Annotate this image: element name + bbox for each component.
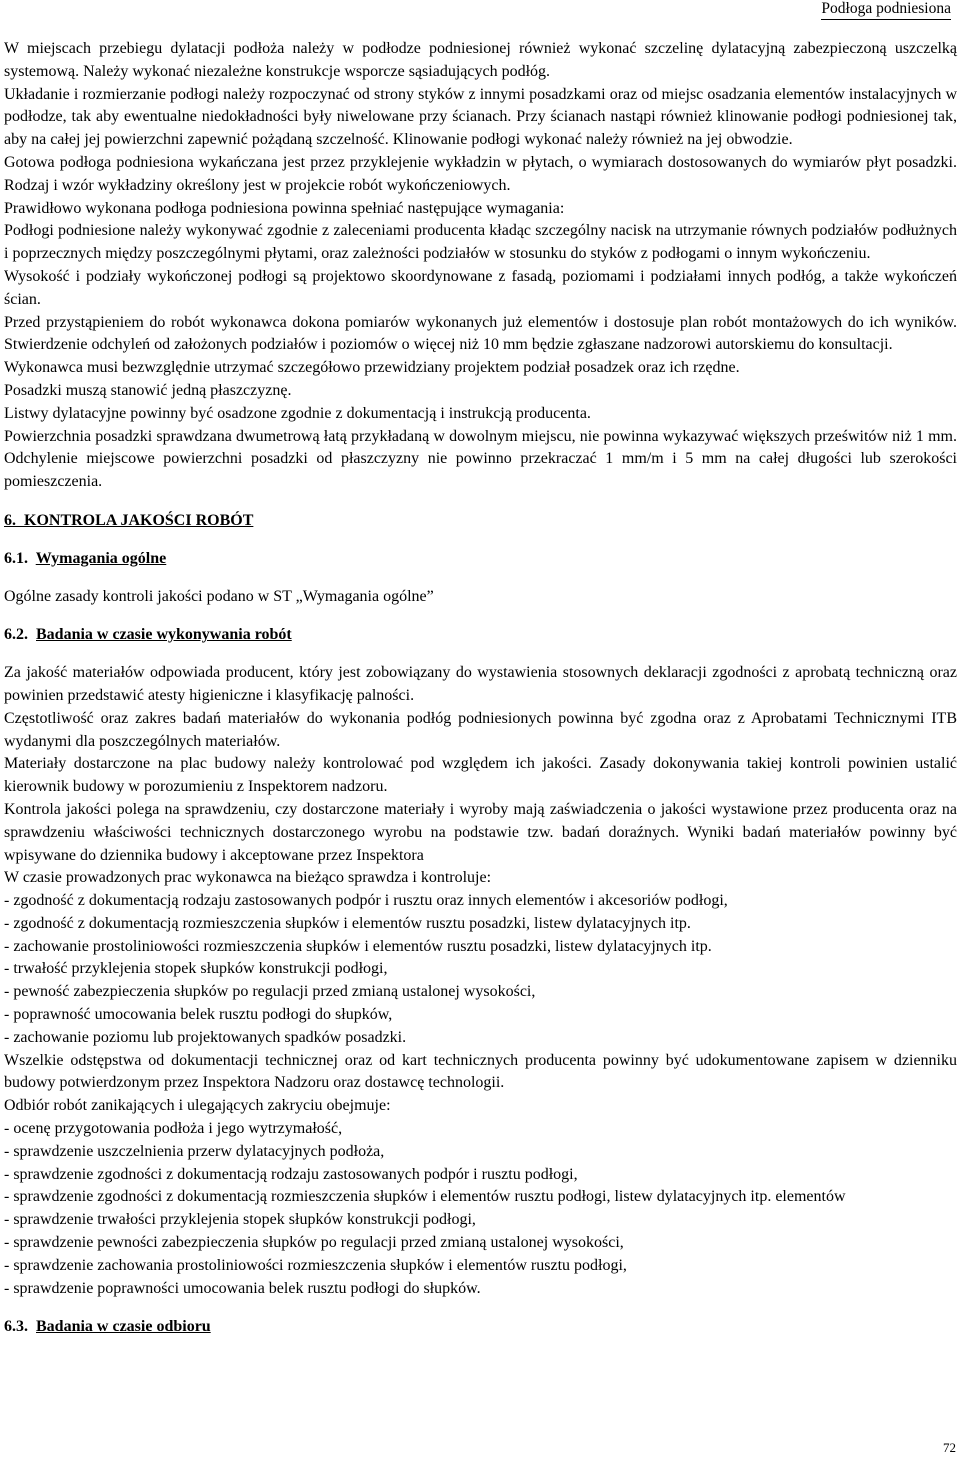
- list-item: - sprawdzenie zachowania prostoliniowości rozmieszczenia słupków i elementów rusztu podłogi,: [4, 1256, 627, 1274]
- section-6-1-title: Wymagania ogólne: [35, 549, 167, 567]
- spacer: [4, 494, 957, 510]
- paragraph-laying: Układanie i rozmierzanie podłogi należy rozpoczynać od strony styków z innymi posadzkami oraz od miejsc osadzania elementów instalacyjnych w podłodze, tak aby ewentualne niedokładności były niwelowane przy ścianach. Przy ścianach nastąpi również klinowanie podłogi podniesionej tak, aby na całej jej powierzchni zapewnić pożądaną szczelność. Klinowanie podłogi wykonać należy również na jej obwodzie.: [4, 85, 957, 149]
- spacer: [4, 571, 957, 586]
- list-item: - sprawdzenie trwałości przyklejenia stopek słupków konstrukcji podłogi,: [4, 1211, 476, 1229]
- section-6-1-number: 6.1.: [4, 549, 28, 567]
- paragraph-requirements-intro: Prawidłowo wykonana podłoga podniesiona powinna spełniać następujące wymagania:: [4, 199, 565, 217]
- spacer: [4, 1300, 957, 1316]
- spacer: [4, 533, 957, 548]
- list-item: - sprawdzenie pewności zabezpieczenia słupków po regulacji przed zmianą ustalonej wysokości,: [4, 1234, 624, 1252]
- section-6-title: KONTROLA JAKOŚCI ROBÓT: [24, 511, 254, 529]
- paragraph-division: Wykonawca musi bezwzględnie utrzymać szczegółowo przewidziany projektem podział posadzek oraz ich rzędne.: [4, 359, 740, 377]
- paragraph-manufacturer: Podłogi podniesione należy wykonywać zgodnie z zaleceniami producenta kładąc szczególny nacisk na utrzymanie równych podziałów podłużnych i poprzecznych między poszczególnymi płytami, oraz zależności podziałów w stosunku do styków z podłogami o innym wykończeniu.: [4, 222, 957, 263]
- spacer: [4, 608, 957, 624]
- running-header: [821, 0, 951, 20]
- section-6-3-title: Badania w czasie odbioru: [36, 1318, 211, 1336]
- paragraph-plane: Posadzki muszą stanowić jedną płaszczyznę.: [4, 381, 292, 399]
- spacer: [4, 647, 957, 662]
- list-item: - sprawdzenie poprawności umocowania belek rusztu podłogi do słupków.: [4, 1279, 481, 1297]
- list-item: - zgodność z dokumentacją rodzaju zastosowanych podpór i rusztu oraz innych elementów i akcesoriów podłogi,: [4, 892, 728, 910]
- list-item: - zachowanie prostoliniowości rozmieszczenia słupków i elementów rusztu posadzki, listew dylatacyjnych itp.: [4, 937, 712, 955]
- section-6-2-heading: [4, 624, 957, 647]
- paragraph-height: Wysokość i podziały wykończonej podłogi są projektowo skoordynowane z fasadą, poziomami i podziałami innych podłóg, a także wykończeń ścian.: [4, 267, 957, 308]
- list-item: - zachowanie poziomu lub projektowanych spadków posadzki.: [4, 1028, 407, 1046]
- document-body: [4, 38, 957, 1339]
- paragraph-deviations: Wszelkie odstępstwa od dokumentacji technicznej oraz od kart technicznych producenta powinny być udokumentowane zapisem w dzienniku budowy potwierdzonym przez Inspektora Nadzoru oraz dostawcę technologii.: [4, 1051, 957, 1092]
- section-6-heading: [4, 510, 957, 533]
- list-item: - sprawdzenie zgodności z dokumentacją rozmieszczenia słupków i elementów rusztu podłogi, listew dylatacyjnych itp. elementów: [4, 1188, 846, 1206]
- list-item: - sprawdzenie uszczelnienia przerw dylatacyjnych podłoża,: [4, 1142, 385, 1160]
- paragraph-dilatation: W miejscach przebiegu dylatacji podłoża należy w podłodze podniesionej również wykonać szczelinę dylatacyjną zabezpieczoną uszczelką systemową. Należy wykonać niezależne konstrukcje wsporcze sąsiadujących podłóg.: [4, 40, 957, 80]
- section-6-2-title: Badania w czasie wykonywania robót: [36, 626, 292, 644]
- list-item: - sprawdzenie zgodności z dokumentacją rodzaju zastosowanych podpór i rusztu podłogi,: [4, 1165, 578, 1183]
- section-6-3-heading: [4, 1316, 957, 1339]
- list-item: - pewność zabezpieczenia słupków po regulacji przed zmianą ustalonej wysokości,: [4, 983, 536, 1001]
- running-header-title: Podłoga podniesiona: [821, 0, 951, 17]
- paragraph-checks-intro: W czasie prowadzonych prac wykonawca na bieżąco sprawdza i kontroluje:: [4, 869, 492, 887]
- paragraph-materials: Materiały dostarczone na plac budowy należy kontrolować pod względem ich jakości. Zasady dokonywania takiej kontroli powinien ustalić kierownik budowy w porozumieniu z Inspektorem nadzoru.: [4, 755, 957, 796]
- section-6-number: 6.: [4, 511, 16, 529]
- paragraph-frequency: Częstotliwość oraz zakres badań materiałów do wykonania podłóg podniesionych powinna być zgodna oraz z Aprobatami Technicznymi ITB wydanymi dla poszczególnych materiałów.: [4, 709, 957, 750]
- paragraph-acceptance-intro: Odbiór robót zanikających i ulegających zakryciu obejmuje:: [4, 1097, 391, 1115]
- paragraph-control: Kontrola jakości polega na sprawdzeniu, czy dostarczone materiały i wyroby mają zaświadczenia o jakości wystawione przez producenta oraz na sprawdzeniu właściwości technicznych dostarczonego wyrobu na podstawie tzw. badań doraźnych. Wyniki badań materiałów powinny być wpisywane do dziennika budowy i akceptowane przez Inspektora: [4, 800, 957, 864]
- section-6-1-heading: [4, 548, 957, 571]
- paragraph-finish: Gotowa podłoga podniesiona wykańczana jest przez przyklejenie wykładzin w płytach, o wymiarach dostosowanych do wymiarów płyt posadzki. Rodzaj i wzór wykładziny określony jest w projekcie robót wykończeniowych.: [4, 153, 957, 194]
- page-number: 72: [943, 1440, 956, 1455]
- paragraph-strips: Listwy dylatacyjne powinny być osadzone zgodnie z dokumentacją i instrukcją producenta.: [4, 404, 591, 422]
- section-6-3-number: 6.3.: [4, 1318, 28, 1336]
- paragraph-quality: Za jakość materiałów odpowiada producent, który jest zobowiązany do wystawienia stosownych deklaracji zgodności z aprobatą techniczną oraz powinien przedstawić atesty higieniczne i klasyfikację palności.: [4, 664, 957, 704]
- section-6-2-number: 6.2.: [4, 626, 28, 644]
- list-item: - ocenę przygotowania podłoża i jego wytrzymałość,: [4, 1120, 343, 1138]
- list-item: - zgodność z dokumentacją rozmieszczenia słupków i elementów rusztu posadzki, listew dylatacyjnych itp.: [4, 914, 691, 932]
- section-6-1-text: Ogólne zasady kontroli jakości podano w ST „Wymagania ogólne”: [4, 587, 434, 605]
- list-item: - trwałość przyklejenia stopek słupków konstrukcji podłogi,: [4, 960, 388, 978]
- paragraph-measurements: Przed przystąpieniem do robót wykonawca dokona pomiarów wykonanych już elementów i dostosuje plan robót montażowych do ich wyników. Stwierdzenie odchyleń od założonych podziałów i poziomów o więcej niż 10 mm będzie zgłaszane nadzorowi autorskiemu do konsultacji.: [4, 313, 957, 354]
- paragraph-surface: Powierzchnia posadzki sprawdzana dwumetrową łatą przykładaną w dowolnym miejscu, nie powinna wykazywać większych prześwitów niż 1 mm. Odchylenie miejscowe powierzchni posadzki od płaszczyzny nie powinno przekraczać 1 mm/m i 5 mm na całej długości lub szerokości pomieszczenia.: [4, 427, 957, 491]
- list-item: - poprawność umocowania belek rusztu podłogi do słupków,: [4, 1006, 393, 1024]
